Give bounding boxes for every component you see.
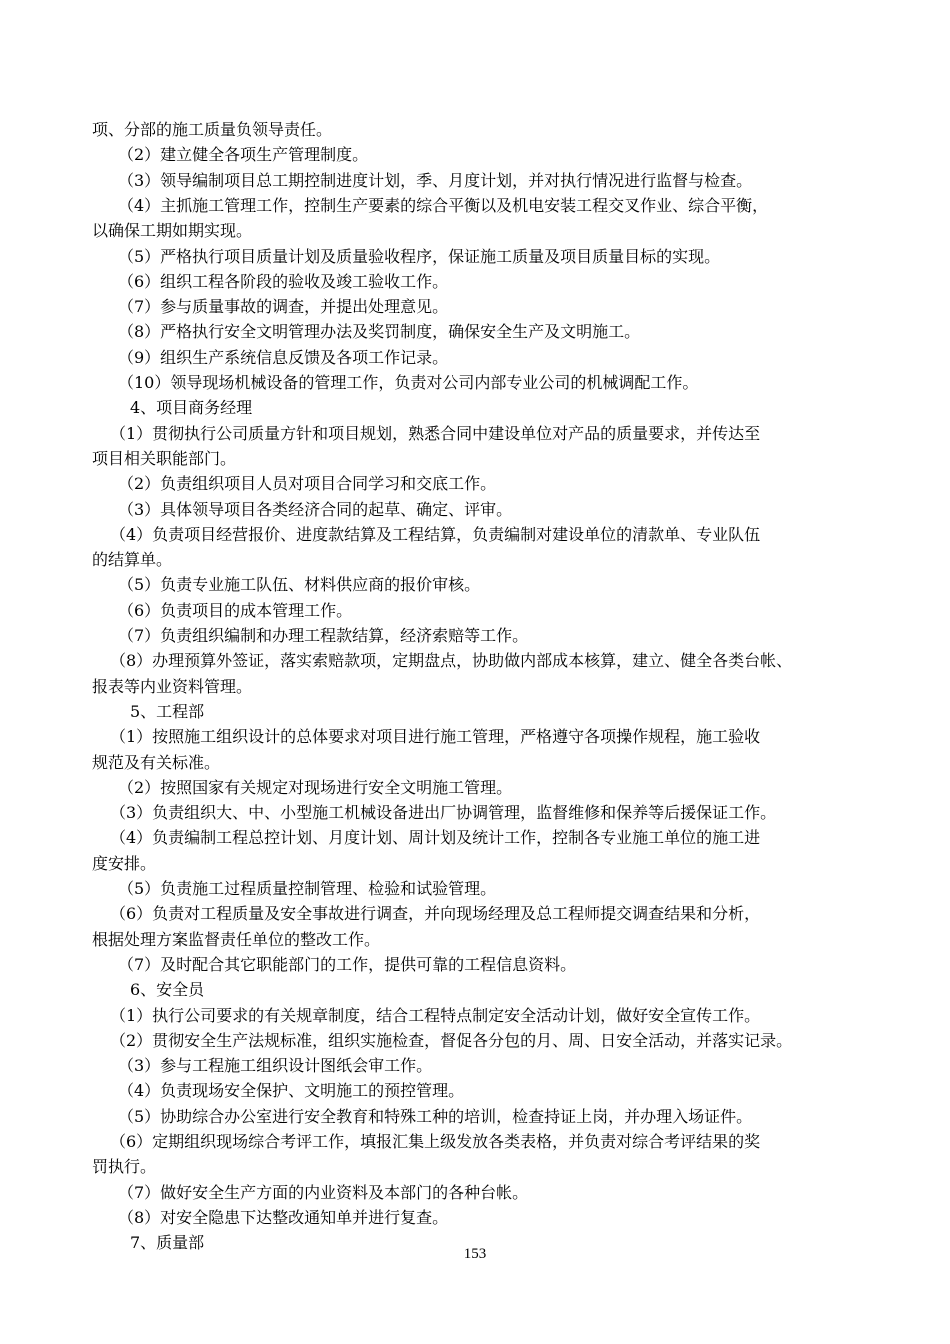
text-line: （2）贯彻安全生产法规标准，组织实施检查，督促各分包的月、周、日安全活动，并落实记录。 <box>110 1030 793 1050</box>
text-line: 度安排。 <box>92 853 157 873</box>
text-line: （7）做好安全生产方面的内业资料及本部门的各种台帐。 <box>118 1182 529 1202</box>
text-line: （4）主抓施工管理工作，控制生产要素的综合平衡以及机电安装工程交叉作业、综合平衡， <box>118 195 769 215</box>
text-line: 根据处理方案监督责任单位的整改工作。 <box>92 929 381 949</box>
text-line: （1）贯彻执行公司质量方针和项目规划，熟悉合同中建设单位对产品的质量要求，并传达至 <box>110 423 761 443</box>
text-line: （7）及时配合其它职能部门的工作，提供可靠的工程信息资料。 <box>118 954 577 974</box>
text-line: （4）负责项目经营报价、进度款结算及工程结算，负责编制对建设单位的清款单、专业队伍 <box>110 524 761 544</box>
text-line: 7、质量部 <box>130 1233 205 1253</box>
text-line: 规范及有关标准。 <box>92 752 221 772</box>
text-line: 项目相关职能部门。 <box>92 448 237 468</box>
text-line: （2）建立健全各项生产管理制度。 <box>118 145 369 165</box>
text-line: 5、工程部 <box>130 701 205 721</box>
text-line: （5）负责施工过程质量控制管理、检验和试验管理。 <box>118 879 497 898</box>
text-line: （1）按照施工组织设计的总体要求对项目进行施工管理，严格遵守各项操作规程，施工验收 <box>110 727 761 747</box>
text-line: 4、项目商务经理 <box>130 398 253 418</box>
text-line: （6）定期组织现场综合考评工作，填报汇集上级发放各类表格，并负责对综合考评结果的奖 <box>110 1132 761 1151</box>
text-line: （8）对安全隐患下达整改通知单并进行复查。 <box>118 1207 449 1227</box>
page-number: 153 <box>463 1246 487 1262</box>
text-line: （9）组织生产系统信息反馈及各项工作记录。 <box>118 347 449 367</box>
text-line: （5）协助综合办公室进行安全教育和特殊工种的培训，检查持证上岗，并办理入场证件。 <box>118 1106 753 1126</box>
text-line: （3）负责组织大、中、小型施工机械设备进出厂协调管理，监督维修和保养等后援保证工作。 <box>110 803 777 823</box>
text-line: （4）负责现场安全保护、文明施工的预控管理。 <box>118 1081 465 1101</box>
text-line: （6）负责项目的成本管理工作。 <box>118 600 353 620</box>
text-line: （3）领导编制项目总工期控制进度计划，季、月度计划，并对执行情况进行监督与检查。 <box>118 170 753 190</box>
text-line: （3）参与工程施工组织设计图纸会审工作。 <box>118 1056 433 1076</box>
text-line: （6）组织工程各阶段的验收及竣工验收工作。 <box>118 271 449 291</box>
text-line: （2）按照国家有关规定对现场进行安全文明施工管理。 <box>118 777 513 797</box>
text-line: （5）负责专业施工队伍、材料供应商的报价审核。 <box>118 575 481 595</box>
text-line: 罚执行。 <box>92 1157 157 1177</box>
text-line: （7）负责组织编制和办理工程款结算，经济索赔等工作。 <box>118 626 529 645</box>
text-line: （2）负责组织项目人员对项目合同学习和交底工作。 <box>118 474 497 494</box>
text-line: 报表等内业资料管理。 <box>92 676 253 696</box>
text-line: 以确保工期如期实现。 <box>92 221 253 241</box>
text-line: （5）严格执行项目质量计划及质量验收程序，保证施工质量及项目质量目标的实现。 <box>118 246 721 266</box>
text-line: 6、安全员 <box>130 980 205 1000</box>
text-line: （1）执行公司要求的有关规章制度，结合工程特点制定安全活动计划，做好安全宣传工作。 <box>110 1005 761 1025</box>
text-line: （10）领导现场机械设备的管理工作，负责对公司内部专业公司的机械调配工作。 <box>118 373 699 392</box>
text-line: （7）参与质量事故的调查，并提出处理意见。 <box>118 297 449 317</box>
text-line: （3）具体领导项目各类经济合同的起草、确定、评审。 <box>118 499 513 519</box>
text-line: （8）办理预算外签证，落实索赔款项，定期盘点，协助做内部成本核算，建立、健全各类台帐、 <box>110 651 793 671</box>
text-line: （6）负责对工程质量及安全事故进行调查，并向现场经理及总工程师提交调查结果和分析， <box>110 904 761 924</box>
text-line: 项、分部的施工质量负领导责任。 <box>92 120 333 139</box>
text-line: 的结算单。 <box>92 550 173 570</box>
text-line: （4）负责编制工程总控计划、月度计划、周计划及统计工作，控制各专业施工单位的施工进 <box>110 828 761 848</box>
text-line: （8）严格执行安全文明管理办法及奖罚制度，确保安全生产及文明施工。 <box>118 322 641 342</box>
